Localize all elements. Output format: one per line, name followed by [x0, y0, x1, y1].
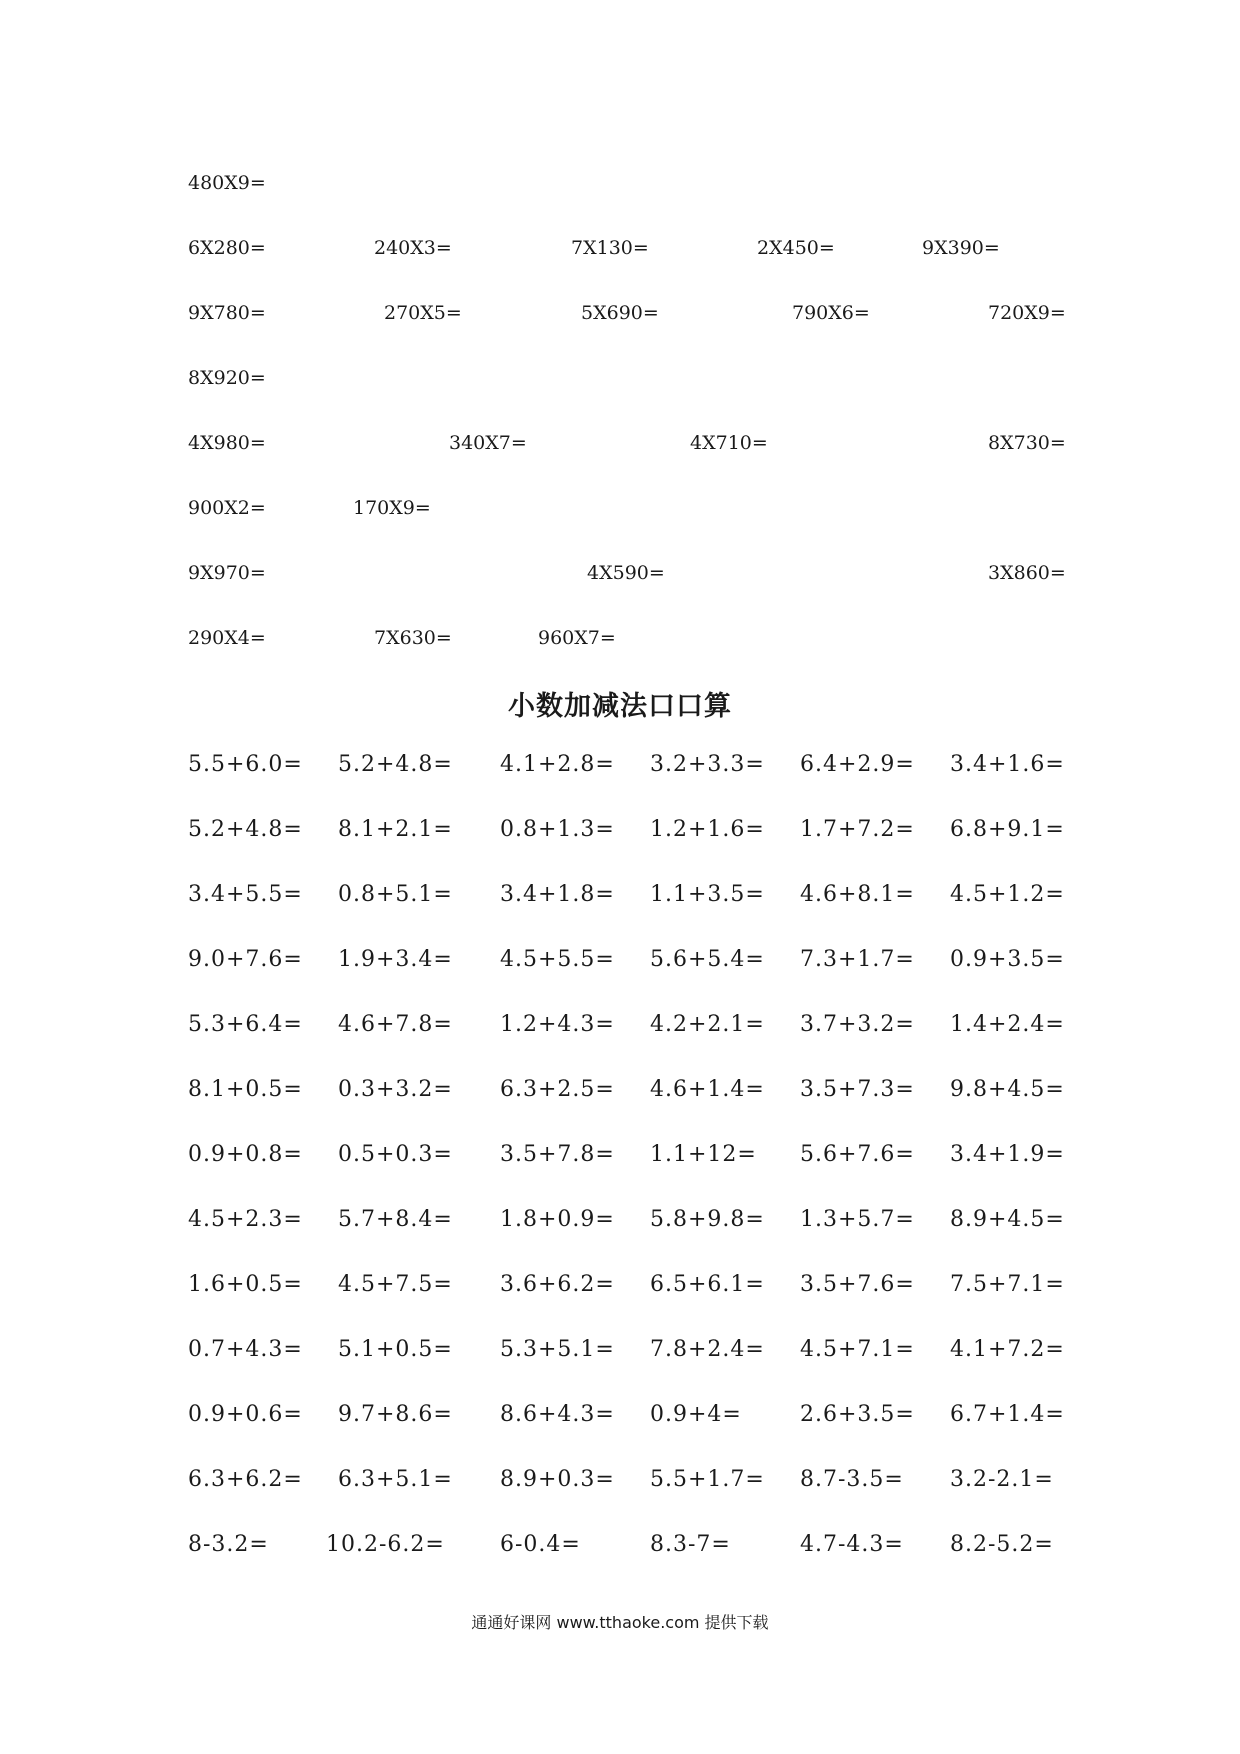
multiplication-problem: 4X710=: [690, 432, 768, 454]
decimal-row: [0, 1467, 1240, 1499]
multiplication-problem: 790X6=: [792, 302, 870, 324]
decimal-problem: 3.7+3.2=: [800, 1012, 915, 1037]
decimal-problem: 8.2-5.2=: [950, 1532, 1054, 1557]
multiplication-row: [0, 627, 1240, 657]
footer-credit: 通通好课网 www.tthaoke.com 提供下载: [471, 1613, 769, 1632]
decimal-problem: 1.9+3.4=: [338, 947, 453, 972]
decimal-problem: 3.4+1.6=: [950, 752, 1065, 777]
multiplication-problem: 4X980=: [188, 432, 266, 454]
multiplication-problem: 7X630=: [374, 627, 452, 649]
decimal-problem: 6.5+6.1=: [650, 1272, 765, 1297]
decimal-problem: 6.3+2.5=: [500, 1077, 615, 1102]
decimal-problem: 6.8+9.1=: [950, 817, 1065, 842]
multiplication-problem: 960X7=: [538, 627, 616, 649]
decimal-problem: 1.1+12=: [650, 1142, 757, 1167]
decimal-problem: 5.1+0.5=: [338, 1337, 453, 1362]
decimal-problem: 4.5+7.1=: [800, 1337, 915, 1362]
decimal-problem: 5.8+9.8=: [650, 1207, 765, 1232]
decimal-row: [0, 1532, 1240, 1564]
multiplication-row: [0, 497, 1240, 527]
multiplication-problem: 3X860=: [988, 562, 1066, 584]
decimal-problem: 3.6+6.2=: [500, 1272, 615, 1297]
decimal-problem: 7.8+2.4=: [650, 1337, 765, 1362]
decimal-problem: 0.8+5.1=: [338, 882, 453, 907]
multiplication-row: [0, 367, 1240, 397]
decimal-row: [0, 1012, 1240, 1044]
decimal-problem: 8-3.2=: [188, 1532, 269, 1557]
decimal-problem: 6.3+6.2=: [188, 1467, 303, 1492]
decimal-problem: 1.8+0.9=: [500, 1207, 615, 1232]
decimal-problem: 4.5+2.3=: [188, 1207, 303, 1232]
multiplication-row: [0, 302, 1240, 332]
decimal-problem: 9.8+4.5=: [950, 1077, 1065, 1102]
decimal-problem: 7.3+1.7=: [800, 947, 915, 972]
decimal-problem: 5.5+6.0=: [188, 752, 303, 777]
decimal-problem: 0.5+0.3=: [338, 1142, 453, 1167]
decimal-problem: 5.3+6.4=: [188, 1012, 303, 1037]
decimal-row: [0, 1272, 1240, 1304]
multiplication-row: [0, 562, 1240, 592]
decimal-row: [0, 817, 1240, 849]
decimal-problem: 8.6+4.3=: [500, 1402, 615, 1427]
decimal-row: [0, 1142, 1240, 1174]
decimal-problem: 6.7+1.4=: [950, 1402, 1065, 1427]
decimal-problem: 5.5+1.7=: [650, 1467, 765, 1492]
multiplication-problem: 7X130=: [571, 237, 649, 259]
multiplication-problem: 900X2=: [188, 497, 266, 519]
decimal-problem: 0.9+0.8=: [188, 1142, 303, 1167]
section-title: 小数加减法口口算: [508, 691, 732, 722]
decimal-problem: 5.7+8.4=: [338, 1207, 453, 1232]
multiplication-problem: 2X450=: [757, 237, 835, 259]
decimal-problem: 1.6+0.5=: [188, 1272, 303, 1297]
multiplication-row: [0, 432, 1240, 462]
decimal-problem: 8.9+4.5=: [950, 1207, 1065, 1232]
decimal-problem: 5.3+5.1=: [500, 1337, 615, 1362]
decimal-problem: 3.5+7.3=: [800, 1077, 915, 1102]
decimal-problem: 1.3+5.7=: [800, 1207, 915, 1232]
decimal-row: [0, 1402, 1240, 1434]
decimal-row: [0, 752, 1240, 784]
decimal-problem: 9.0+7.6=: [188, 947, 303, 972]
decimal-problem: 1.4+2.4=: [950, 1012, 1065, 1037]
decimal-problem: 3.2+3.3=: [650, 752, 765, 777]
decimal-problem: 7.5+7.1=: [950, 1272, 1065, 1297]
decimal-problem: 3.5+7.8=: [500, 1142, 615, 1167]
multiplication-problem: 9X780=: [188, 302, 266, 324]
decimal-problem: 1.2+1.6=: [650, 817, 765, 842]
decimal-problem: 9.7+8.6=: [338, 1402, 453, 1427]
multiplication-problem: 170X9=: [353, 497, 431, 519]
decimal-problem: 1.2+4.3=: [500, 1012, 615, 1037]
multiplication-problem: 4X590=: [587, 562, 665, 584]
decimal-problem: 1.7+7.2=: [800, 817, 915, 842]
decimal-problem: 3.5+7.6=: [800, 1272, 915, 1297]
multiplication-problem: 8X730=: [988, 432, 1066, 454]
decimal-problem: 5.6+5.4=: [650, 947, 765, 972]
decimal-problem: 4.6+7.8=: [338, 1012, 453, 1037]
decimal-problem: 8.1+2.1=: [338, 817, 453, 842]
multiplication-problem: 8X920=: [188, 367, 266, 389]
decimal-problem: 0.3+3.2=: [338, 1077, 453, 1102]
decimal-problem: 3.4+1.8=: [500, 882, 615, 907]
decimal-problem: 1.1+3.5=: [650, 882, 765, 907]
decimal-problem: 3.4+1.9=: [950, 1142, 1065, 1167]
decimal-problem: 8.1+0.5=: [188, 1077, 303, 1102]
multiplication-problem: 6X280=: [188, 237, 266, 259]
decimal-problem: 4.7-4.3=: [800, 1532, 904, 1557]
decimal-problem: 4.1+7.2=: [950, 1337, 1065, 1362]
decimal-problem: 0.9+3.5=: [950, 947, 1065, 972]
decimal-problem: 8.3-7=: [650, 1532, 731, 1557]
decimal-problem: 8.7-3.5=: [800, 1467, 904, 1492]
decimal-problem: 4.2+2.1=: [650, 1012, 765, 1037]
decimal-problem: 3.2-2.1=: [950, 1467, 1054, 1492]
multiplication-problem: 340X7=: [449, 432, 527, 454]
decimal-problem: 0.8+1.3=: [500, 817, 615, 842]
decimal-problem: 4.5+5.5=: [500, 947, 615, 972]
decimal-problem: 5.6+7.6=: [800, 1142, 915, 1167]
multiplication-row: [0, 172, 1240, 202]
multiplication-problem: 9X970=: [188, 562, 266, 584]
decimal-problem: 4.5+7.5=: [338, 1272, 453, 1297]
decimal-problem: 5.2+4.8=: [188, 817, 303, 842]
decimal-row: [0, 947, 1240, 979]
multiplication-problem: 480X9=: [188, 172, 266, 194]
decimal-problem: 0.9+0.6=: [188, 1402, 303, 1427]
decimal-problem: 4.5+1.2=: [950, 882, 1065, 907]
multiplication-problem: 5X690=: [581, 302, 659, 324]
multiplication-problem: 240X3=: [374, 237, 452, 259]
multiplication-problem: 720X9=: [988, 302, 1066, 324]
decimal-problem: 4.6+1.4=: [650, 1077, 765, 1102]
decimal-problem: 6-0.4=: [500, 1532, 581, 1557]
decimal-problem: 4.1+2.8=: [500, 752, 615, 777]
decimal-problem: 4.6+8.1=: [800, 882, 915, 907]
multiplication-problem: 270X5=: [384, 302, 462, 324]
decimal-problem: 5.2+4.8=: [338, 752, 453, 777]
decimal-problem: 0.9+4=: [650, 1402, 742, 1427]
decimal-problem: 2.6+3.5=: [800, 1402, 915, 1427]
decimal-row: [0, 1337, 1240, 1369]
decimal-problem: 8.9+0.3=: [500, 1467, 615, 1492]
decimal-problem: 6.4+2.9=: [800, 752, 915, 777]
multiplication-row: [0, 237, 1240, 267]
decimal-row: [0, 1077, 1240, 1109]
decimal-problem: 0.7+4.3=: [188, 1337, 303, 1362]
decimal-row: [0, 882, 1240, 914]
multiplication-problem: 290X4=: [188, 627, 266, 649]
decimal-row: [0, 1207, 1240, 1239]
decimal-problem: 10.2-6.2=: [326, 1532, 445, 1557]
multiplication-problem: 9X390=: [922, 237, 1000, 259]
decimal-problem: 3.4+5.5=: [188, 882, 303, 907]
decimal-problem: 6.3+5.1=: [338, 1467, 453, 1492]
